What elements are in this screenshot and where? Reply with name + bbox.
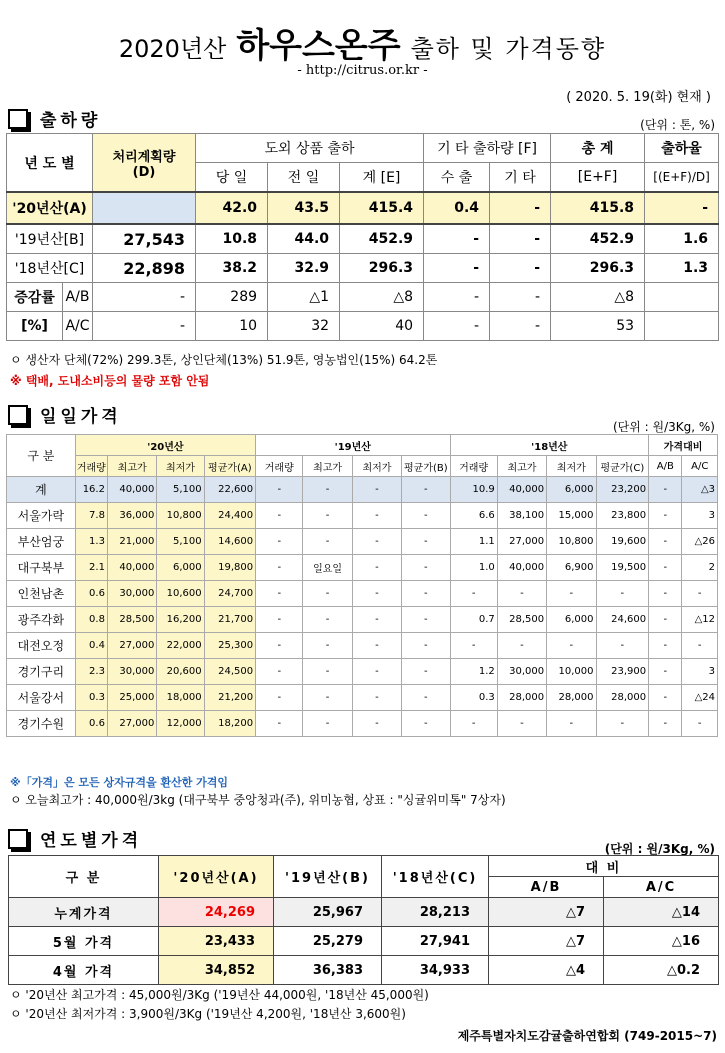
table-row: '18년산[C] 22,898 38.2 32.9 296.3 - - 296.3 1.3 xyxy=(7,254,719,283)
header-ratio-sub: [(E+F)/D] xyxy=(645,163,719,193)
table-cell: 10,800 xyxy=(157,503,204,529)
header-plan: 처리계획량 (D) xyxy=(93,134,196,193)
table-cell: 0.3 xyxy=(450,685,497,711)
table-cell: 30,000 xyxy=(107,581,156,607)
table-cell: 24,500 xyxy=(204,659,256,685)
table-cell: 23,900 xyxy=(596,659,649,685)
table-row xyxy=(7,711,718,737)
table-cell: - xyxy=(402,659,450,685)
table-cell: 23,800 xyxy=(596,503,649,529)
table-cell: - xyxy=(682,581,718,607)
table-cell: 18,200 xyxy=(204,711,256,737)
table-cell: - xyxy=(303,503,352,529)
header-compare: 대 비 xyxy=(489,856,719,877)
table-cell: - xyxy=(547,581,596,607)
header-2020: '20년산(A) xyxy=(159,856,274,898)
table-row xyxy=(7,477,718,503)
table-cell: 38,100 xyxy=(497,503,546,529)
table-cell: - xyxy=(596,711,649,737)
table-cell: 10,800 xyxy=(547,529,596,555)
column-header: 최저가 xyxy=(352,456,401,477)
table-cell: - xyxy=(256,711,303,737)
table-row xyxy=(7,607,718,633)
section-shipment-title: 출하량 xyxy=(8,106,101,131)
table-cell: 19,600 xyxy=(596,529,649,555)
table-cell: - xyxy=(402,529,450,555)
header-domestic: 도외 상품 출하 xyxy=(196,134,424,163)
table-cell: △3 xyxy=(682,477,718,503)
header-today: 당 일 xyxy=(196,163,268,193)
source-url: - http://citrus.or.kr - xyxy=(297,63,428,78)
table-row: [%] A/C - 10 32 40 - - 53 xyxy=(7,312,719,341)
table-cell: - xyxy=(303,659,352,685)
footer-organization: 제주특별자치도감귤출하연합회 (749-2015~7) xyxy=(457,1029,717,1043)
table-cell: 6,000 xyxy=(547,477,596,503)
table-cell: 19,800 xyxy=(204,555,256,581)
table-cell: - xyxy=(303,477,352,503)
table-cell: - xyxy=(256,477,303,503)
yearly-note-lowest: ㅇ '20년산 최저가격 : 3,900원/3Kg ('19년산 4,200원, '18년산 3,600원) xyxy=(10,1007,406,1021)
table-cell: △26 xyxy=(682,529,718,555)
table-cell: - xyxy=(450,581,497,607)
table-cell: - xyxy=(402,581,450,607)
table-row xyxy=(7,555,718,581)
shipment-note-producers: ㅇ 생산자 단체(72%) 299.3톤, 상인단체(13%) 51.9톤, 영농법인(15%) 64.2톤 xyxy=(10,353,438,367)
header-export: 수 출 xyxy=(424,163,490,193)
table-cell: - xyxy=(303,685,352,711)
table-cell: - xyxy=(256,685,303,711)
table-cell: 27,000 xyxy=(107,711,156,737)
shipment-unit: (단위 : 톤, %) xyxy=(640,118,715,132)
table-cell: 28,000 xyxy=(596,685,649,711)
column-header: 최저가 xyxy=(157,456,204,477)
header-ratio: 출하율 xyxy=(645,134,719,163)
table-row: 증감률 A/B - 289 △1 △8 - - △8 xyxy=(7,283,719,312)
table-cell: - xyxy=(352,607,401,633)
table-cell: 1.1 xyxy=(450,529,497,555)
table-cell: 24,600 xyxy=(596,607,649,633)
market-label: 계 xyxy=(7,477,76,503)
table-cell: - xyxy=(352,529,401,555)
table-cell: 3 xyxy=(682,503,718,529)
document-title xyxy=(0,18,725,67)
table-cell: 24,400 xyxy=(204,503,256,529)
table-cell: 16.2 xyxy=(75,477,107,503)
table-cell: 30,000 xyxy=(107,659,156,685)
market-label: 대전오정 xyxy=(7,633,76,659)
table-cell: 22,000 xyxy=(157,633,204,659)
table-row xyxy=(7,659,718,685)
daily-note-price: ※「가격」은 모든 상자규격을 환산한 가격임 xyxy=(10,776,229,789)
table-cell: - xyxy=(402,711,450,737)
shipment-note-excluded: ※ 택배, 도내소비등의 물량 포함 안됨 xyxy=(10,374,210,388)
table-cell: - xyxy=(596,633,649,659)
table-cell: 1.3 xyxy=(75,529,107,555)
table-row: 5월 가격 23,433 25,279 27,941 △7 △16 xyxy=(9,927,719,956)
header-ac: A/C xyxy=(604,877,719,898)
daily-note-highest: ㅇ 오늘최고가 : 40,000원/3kg (대구북부 중앙청과(주), 위미농협, 상표 : "싱귤위미톡" 7상자) xyxy=(10,793,506,807)
market-label: 대구북부 xyxy=(7,555,76,581)
table-cell: - xyxy=(303,633,352,659)
table-cell: 22,600 xyxy=(204,477,256,503)
table-cell: 0.3 xyxy=(75,685,107,711)
table-cell: - xyxy=(547,633,596,659)
table-cell: - xyxy=(547,711,596,737)
checkbox-square-icon xyxy=(8,405,28,425)
table-row: 4월 가격 34,852 36,383 34,933 △4 △0.2 xyxy=(9,956,719,985)
market-label: 서울강서 xyxy=(7,685,76,711)
table-row: 누계가격 24,269 25,967 28,213 △7 △14 xyxy=(9,898,719,927)
table-cell: - xyxy=(682,633,718,659)
table-row: '20년산(A) 42.0 43.5 415.4 0.4 - 415.8 - xyxy=(7,192,719,224)
table-row xyxy=(7,633,718,659)
column-header: A/C xyxy=(682,456,718,477)
table-cell: - xyxy=(303,581,352,607)
header-total-sub: [E+F] xyxy=(551,163,645,193)
table-cell: 10,600 xyxy=(157,581,204,607)
table-cell: 0.7 xyxy=(450,607,497,633)
table-cell: 28,500 xyxy=(107,607,156,633)
table-cell: - xyxy=(596,581,649,607)
header-etc: 기 타 xyxy=(490,163,551,193)
table-cell: 40,000 xyxy=(107,477,156,503)
table-cell: 1.2 xyxy=(450,659,497,685)
table-cell: - xyxy=(649,685,682,711)
checkbox-square-icon xyxy=(8,829,28,849)
column-header: 최고가 xyxy=(107,456,156,477)
table-cell: 10.9 xyxy=(450,477,497,503)
header-gubun: 구 분 xyxy=(9,856,159,898)
table-cell: - xyxy=(682,711,718,737)
table-cell: 7.8 xyxy=(75,503,107,529)
column-header: 평균가(B) xyxy=(402,456,450,477)
table-cell: - xyxy=(450,711,497,737)
table-cell: - xyxy=(649,529,682,555)
table-cell: 1.0 xyxy=(450,555,497,581)
table-cell: 40,000 xyxy=(497,555,546,581)
table-cell: 27,000 xyxy=(497,529,546,555)
table-cell: 21,700 xyxy=(204,607,256,633)
header-compare: 가격대비 xyxy=(649,435,718,456)
table-cell: △24 xyxy=(682,685,718,711)
table-cell: - xyxy=(352,711,401,737)
table-cell: 28,000 xyxy=(547,685,596,711)
table-cell: 25,300 xyxy=(204,633,256,659)
header-2019: '19년산(B) xyxy=(274,856,382,898)
header-year: 년 도 별 xyxy=(7,134,93,193)
table-cell: 19,500 xyxy=(596,555,649,581)
header-2020: '20년산 xyxy=(75,435,255,456)
table-cell: - xyxy=(352,503,401,529)
table-cell: - xyxy=(352,477,401,503)
section-yearly-title: 연도별가격 xyxy=(8,826,142,851)
title-year: 2020년산 xyxy=(118,35,227,63)
report-date: ( 2020. 5. 19(화) 현재 ) xyxy=(566,90,711,105)
table-cell: 2 xyxy=(682,555,718,581)
table-cell: - xyxy=(256,633,303,659)
shipment-table xyxy=(6,133,719,341)
table-row xyxy=(7,529,718,555)
column-header: 거래량 xyxy=(75,456,107,477)
table-cell: 0.8 xyxy=(75,607,107,633)
table-cell: 6,900 xyxy=(547,555,596,581)
table-cell: 0.6 xyxy=(75,711,107,737)
table-cell: 21,000 xyxy=(107,529,156,555)
column-header: 거래량 xyxy=(256,456,303,477)
table-cell: 27,000 xyxy=(107,633,156,659)
daily-unit: (단위 : 원/3Kg, %) xyxy=(612,420,715,434)
daily-price-table xyxy=(6,434,718,737)
market-label: 서울가락 xyxy=(7,503,76,529)
table-cell: - xyxy=(256,607,303,633)
table-cell: 14,600 xyxy=(204,529,256,555)
table-cell: - xyxy=(649,555,682,581)
table-cell: - xyxy=(256,659,303,685)
market-label: 경기수원 xyxy=(7,711,76,737)
table-cell: - xyxy=(450,633,497,659)
table-cell: 일요일 xyxy=(303,555,352,581)
table-cell: 25,000 xyxy=(107,685,156,711)
header-sum: 계 [E] xyxy=(340,163,424,193)
table-cell: - xyxy=(649,477,682,503)
column-header: 거래량 xyxy=(450,456,497,477)
table-cell: - xyxy=(402,503,450,529)
column-header: 최저가 xyxy=(547,456,596,477)
header-gubun: 구 분 xyxy=(7,435,76,477)
table-cell: - xyxy=(352,555,401,581)
table-row xyxy=(7,581,718,607)
checkbox-square-icon xyxy=(8,109,28,129)
header-prev: 전 일 xyxy=(268,163,340,193)
table-row xyxy=(7,503,718,529)
table-cell: - xyxy=(497,633,546,659)
title-sub: 출하 및 가격동향 xyxy=(410,35,607,63)
table-cell: - xyxy=(497,711,546,737)
table-cell: - xyxy=(303,711,352,737)
table-cell: - xyxy=(303,607,352,633)
table-cell: - xyxy=(649,659,682,685)
column-header: A/B xyxy=(649,456,682,477)
header-other: 기 타 출하량 [F] xyxy=(424,134,551,163)
table-cell: 20,600 xyxy=(157,659,204,685)
market-label: 경기구리 xyxy=(7,659,76,685)
yearly-unit: (단위 : 원/3Kg, %) xyxy=(604,842,715,856)
table-cell: 23,200 xyxy=(596,477,649,503)
column-header: 최고가 xyxy=(497,456,546,477)
yearly-price-table xyxy=(8,855,719,985)
header-2019: '19년산 xyxy=(256,435,450,456)
table-cell: - xyxy=(649,607,682,633)
header-ab: A/B xyxy=(489,877,604,898)
table-cell: - xyxy=(649,711,682,737)
header-2018: '18년산(C) xyxy=(382,856,489,898)
table-cell: - xyxy=(402,633,450,659)
column-header: 평균가(C) xyxy=(596,456,649,477)
table-cell: - xyxy=(303,529,352,555)
table-cell: 24,700 xyxy=(204,581,256,607)
table-cell: 40,000 xyxy=(107,555,156,581)
table-cell: 10,000 xyxy=(547,659,596,685)
title-main: 하우스온주 xyxy=(236,26,401,66)
table-cell: 30,000 xyxy=(497,659,546,685)
table-cell: 15,000 xyxy=(547,503,596,529)
table-cell: - xyxy=(402,477,450,503)
table-cell: - xyxy=(649,633,682,659)
table-cell: 2.1 xyxy=(75,555,107,581)
table-cell: - xyxy=(402,607,450,633)
table-cell: 40,000 xyxy=(497,477,546,503)
table-cell: - xyxy=(256,503,303,529)
table-cell: 12,000 xyxy=(157,711,204,737)
table-cell: 21,200 xyxy=(204,685,256,711)
yearly-note-highest: ㅇ '20년산 최고가격 : 45,000원/3Kg ('19년산 44,000원, '18년산 45,000원) xyxy=(10,988,429,1002)
table-cell: - xyxy=(352,581,401,607)
table-row: '19년산[B] 27,543 10.8 44.0 452.9 - - 452.9 1.6 xyxy=(7,224,719,254)
table-cell: - xyxy=(649,581,682,607)
table-cell: 36,000 xyxy=(107,503,156,529)
table-cell: 18,000 xyxy=(157,685,204,711)
table-cell: 5,100 xyxy=(157,529,204,555)
table-cell: - xyxy=(256,581,303,607)
market-label: 광주각화 xyxy=(7,607,76,633)
table-cell: 16,200 xyxy=(157,607,204,633)
header-2018: '18년산 xyxy=(450,435,649,456)
table-cell: 3 xyxy=(682,659,718,685)
table-cell: - xyxy=(497,581,546,607)
table-cell: 0.4 xyxy=(75,633,107,659)
table-cell: - xyxy=(352,659,401,685)
table-cell: 0.6 xyxy=(75,581,107,607)
market-label: 인천남촌 xyxy=(7,581,76,607)
column-header: 최고가 xyxy=(303,456,352,477)
table-cell: 6,000 xyxy=(157,555,204,581)
table-cell: - xyxy=(352,685,401,711)
table-cell: - xyxy=(256,529,303,555)
table-cell: △12 xyxy=(682,607,718,633)
table-cell: - xyxy=(649,503,682,529)
column-header: 평균가(A) xyxy=(204,456,256,477)
table-cell: 5,100 xyxy=(157,477,204,503)
table-cell: - xyxy=(402,685,450,711)
table-cell: 6,000 xyxy=(547,607,596,633)
table-cell: 2.3 xyxy=(75,659,107,685)
section-daily-title: 일일가격 xyxy=(8,402,122,427)
header-total: 총 계 xyxy=(551,134,645,163)
table-cell: 28,500 xyxy=(497,607,546,633)
table-cell: 28,000 xyxy=(497,685,546,711)
market-label: 부산엄궁 xyxy=(7,529,76,555)
table-row xyxy=(7,685,718,711)
table-cell: - xyxy=(352,633,401,659)
table-cell: - xyxy=(256,555,303,581)
table-cell: 6.6 xyxy=(450,503,497,529)
table-cell: - xyxy=(402,555,450,581)
